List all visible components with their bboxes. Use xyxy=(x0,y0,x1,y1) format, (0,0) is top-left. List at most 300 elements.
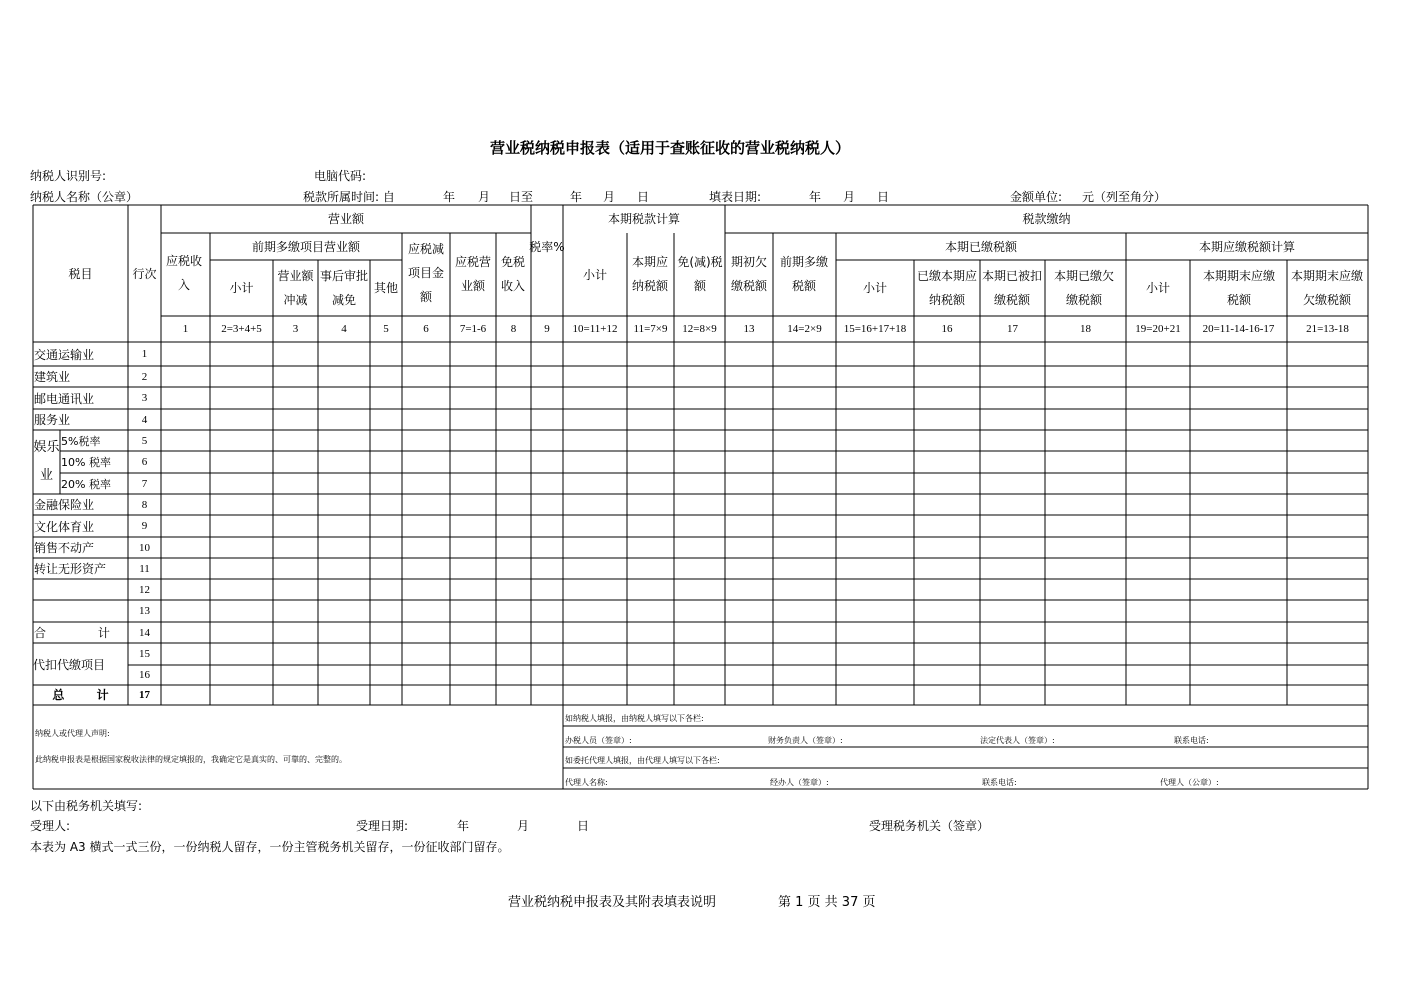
data-cell[interactable] xyxy=(1127,580,1189,599)
data-cell[interactable] xyxy=(319,686,369,704)
data-cell[interactable] xyxy=(675,452,724,472)
data-cell[interactable] xyxy=(1046,516,1125,536)
data-cell[interactable] xyxy=(162,601,209,621)
data-cell[interactable] xyxy=(532,367,562,386)
data-cell[interactable] xyxy=(1191,388,1286,408)
data-cell[interactable] xyxy=(726,623,772,642)
data-cell[interactable] xyxy=(675,580,724,599)
data-cell[interactable] xyxy=(628,580,673,599)
data-cell[interactable] xyxy=(451,559,495,578)
data-cell[interactable] xyxy=(403,686,449,704)
data-cell[interactable] xyxy=(564,623,626,642)
data-cell[interactable] xyxy=(211,644,272,664)
data-cell[interactable] xyxy=(497,623,530,642)
data-cell[interactable] xyxy=(981,601,1044,621)
data-cell[interactable] xyxy=(371,559,401,578)
data-cell[interactable] xyxy=(532,495,562,514)
data-cell[interactable] xyxy=(1127,343,1189,365)
data-cell[interactable] xyxy=(1191,580,1286,599)
data-cell[interactable] xyxy=(497,601,530,621)
data-cell[interactable] xyxy=(274,367,317,386)
data-cell[interactable] xyxy=(915,601,979,621)
data-cell[interactable] xyxy=(726,559,772,578)
data-cell[interactable] xyxy=(1046,601,1125,621)
data-cell[interactable] xyxy=(774,474,835,493)
data-cell[interactable] xyxy=(837,666,913,684)
data-cell[interactable] xyxy=(981,666,1044,684)
data-cell[interactable] xyxy=(675,538,724,557)
data-cell[interactable] xyxy=(371,495,401,514)
data-cell[interactable] xyxy=(774,410,835,429)
data-cell[interactable] xyxy=(837,367,913,386)
data-cell[interactable] xyxy=(211,623,272,642)
data-cell[interactable] xyxy=(274,452,317,472)
data-cell[interactable] xyxy=(915,410,979,429)
data-cell[interactable] xyxy=(726,686,772,704)
data-cell[interactable] xyxy=(497,410,530,429)
data-cell[interactable] xyxy=(403,410,449,429)
data-cell[interactable] xyxy=(774,623,835,642)
data-cell[interactable] xyxy=(319,474,369,493)
data-cell[interactable] xyxy=(1046,559,1125,578)
data-cell[interactable] xyxy=(497,580,530,599)
data-cell[interactable] xyxy=(319,367,369,386)
data-cell[interactable] xyxy=(403,601,449,621)
data-cell[interactable] xyxy=(726,367,772,386)
data-cell[interactable] xyxy=(981,495,1044,514)
data-cell[interactable] xyxy=(1288,431,1367,450)
data-cell[interactable] xyxy=(675,410,724,429)
data-cell[interactable] xyxy=(532,410,562,429)
data-cell[interactable] xyxy=(274,580,317,599)
data-cell[interactable] xyxy=(211,580,272,599)
data-cell[interactable] xyxy=(497,388,530,408)
data-cell[interactable] xyxy=(162,388,209,408)
data-cell[interactable] xyxy=(274,644,317,664)
data-cell[interactable] xyxy=(162,644,209,664)
data-cell[interactable] xyxy=(211,388,272,408)
data-cell[interactable] xyxy=(274,666,317,684)
data-cell[interactable] xyxy=(628,495,673,514)
data-cell[interactable] xyxy=(675,516,724,536)
data-cell[interactable] xyxy=(726,580,772,599)
data-cell[interactable] xyxy=(1046,666,1125,684)
data-cell[interactable] xyxy=(371,410,401,429)
data-cell[interactable] xyxy=(162,623,209,642)
data-cell[interactable] xyxy=(628,367,673,386)
data-cell[interactable] xyxy=(1191,367,1286,386)
data-cell[interactable] xyxy=(726,516,772,536)
data-cell[interactable] xyxy=(211,495,272,514)
data-cell[interactable] xyxy=(497,495,530,514)
data-cell[interactable] xyxy=(1127,367,1189,386)
data-cell[interactable] xyxy=(403,343,449,365)
data-cell[interactable] xyxy=(1046,367,1125,386)
data-cell[interactable] xyxy=(162,686,209,704)
data-cell[interactable] xyxy=(774,452,835,472)
data-cell[interactable] xyxy=(1288,601,1367,621)
data-cell[interactable] xyxy=(403,644,449,664)
data-cell[interactable] xyxy=(211,516,272,536)
data-cell[interactable] xyxy=(564,580,626,599)
data-cell[interactable] xyxy=(628,644,673,664)
data-cell[interactable] xyxy=(162,538,209,557)
data-cell[interactable] xyxy=(371,367,401,386)
data-cell[interactable] xyxy=(726,474,772,493)
data-cell[interactable] xyxy=(211,343,272,365)
data-cell[interactable] xyxy=(1288,516,1367,536)
data-cell[interactable] xyxy=(915,495,979,514)
data-cell[interactable] xyxy=(319,388,369,408)
data-cell[interactable] xyxy=(675,644,724,664)
data-cell[interactable] xyxy=(1127,623,1189,642)
data-cell[interactable] xyxy=(451,623,495,642)
data-cell[interactable] xyxy=(1288,474,1367,493)
data-cell[interactable] xyxy=(319,495,369,514)
data-cell[interactable] xyxy=(451,367,495,386)
data-cell[interactable] xyxy=(1127,410,1189,429)
data-cell[interactable] xyxy=(211,601,272,621)
data-cell[interactable] xyxy=(162,495,209,514)
data-cell[interactable] xyxy=(274,516,317,536)
data-cell[interactable] xyxy=(564,666,626,684)
data-cell[interactable] xyxy=(675,495,724,514)
data-cell[interactable] xyxy=(274,410,317,429)
data-cell[interactable] xyxy=(1127,452,1189,472)
data-cell[interactable] xyxy=(1046,538,1125,557)
data-cell[interactable] xyxy=(915,452,979,472)
data-cell[interactable] xyxy=(1191,623,1286,642)
data-cell[interactable] xyxy=(162,516,209,536)
data-cell[interactable] xyxy=(628,474,673,493)
data-cell[interactable] xyxy=(403,623,449,642)
data-cell[interactable] xyxy=(1127,686,1189,704)
data-cell[interactable] xyxy=(1127,431,1189,450)
data-cell[interactable] xyxy=(564,686,626,704)
data-cell[interactable] xyxy=(981,538,1044,557)
data-cell[interactable] xyxy=(451,410,495,429)
data-cell[interactable] xyxy=(774,343,835,365)
data-cell[interactable] xyxy=(451,388,495,408)
data-cell[interactable] xyxy=(274,686,317,704)
data-cell[interactable] xyxy=(915,431,979,450)
data-cell[interactable] xyxy=(1191,686,1286,704)
data-cell[interactable] xyxy=(319,623,369,642)
data-cell[interactable] xyxy=(726,410,772,429)
data-cell[interactable] xyxy=(1191,495,1286,514)
data-cell[interactable] xyxy=(497,474,530,493)
data-cell[interactable] xyxy=(371,388,401,408)
data-cell[interactable] xyxy=(628,388,673,408)
data-cell[interactable] xyxy=(628,410,673,429)
data-cell[interactable] xyxy=(915,666,979,684)
data-cell[interactable] xyxy=(319,644,369,664)
data-cell[interactable] xyxy=(675,601,724,621)
data-cell[interactable] xyxy=(211,686,272,704)
data-cell[interactable] xyxy=(675,367,724,386)
data-cell[interactable] xyxy=(774,538,835,557)
data-cell[interactable] xyxy=(837,474,913,493)
data-cell[interactable] xyxy=(726,495,772,514)
data-cell[interactable] xyxy=(1288,559,1367,578)
data-cell[interactable] xyxy=(319,601,369,621)
data-cell[interactable] xyxy=(1046,644,1125,664)
data-cell[interactable] xyxy=(371,686,401,704)
data-cell[interactable] xyxy=(371,666,401,684)
data-cell[interactable] xyxy=(532,452,562,472)
data-cell[interactable] xyxy=(211,410,272,429)
data-cell[interactable] xyxy=(675,686,724,704)
data-cell[interactable] xyxy=(162,452,209,472)
data-cell[interactable] xyxy=(837,686,913,704)
data-cell[interactable] xyxy=(451,580,495,599)
data-cell[interactable] xyxy=(1046,431,1125,450)
data-cell[interactable] xyxy=(371,644,401,664)
data-cell[interactable] xyxy=(371,623,401,642)
data-cell[interactable] xyxy=(319,431,369,450)
data-cell[interactable] xyxy=(403,580,449,599)
data-cell[interactable] xyxy=(1046,686,1125,704)
data-cell[interactable] xyxy=(1191,538,1286,557)
data-cell[interactable] xyxy=(319,410,369,429)
data-cell[interactable] xyxy=(774,516,835,536)
data-cell[interactable] xyxy=(774,495,835,514)
data-cell[interactable] xyxy=(1288,623,1367,642)
data-cell[interactable] xyxy=(1288,388,1367,408)
data-cell[interactable] xyxy=(532,343,562,365)
data-cell[interactable] xyxy=(981,431,1044,450)
data-cell[interactable] xyxy=(274,495,317,514)
data-cell[interactable] xyxy=(1191,452,1286,472)
data-cell[interactable] xyxy=(162,431,209,450)
data-cell[interactable] xyxy=(162,474,209,493)
data-cell[interactable] xyxy=(726,644,772,664)
data-cell[interactable] xyxy=(403,559,449,578)
data-cell[interactable] xyxy=(532,559,562,578)
data-cell[interactable] xyxy=(564,431,626,450)
data-cell[interactable] xyxy=(1127,388,1189,408)
data-cell[interactable] xyxy=(1046,623,1125,642)
data-cell[interactable] xyxy=(403,538,449,557)
data-cell[interactable] xyxy=(403,452,449,472)
data-cell[interactable] xyxy=(564,495,626,514)
data-cell[interactable] xyxy=(274,559,317,578)
data-cell[interactable] xyxy=(497,452,530,472)
data-cell[interactable] xyxy=(628,431,673,450)
data-cell[interactable] xyxy=(628,516,673,536)
data-cell[interactable] xyxy=(371,601,401,621)
data-cell[interactable] xyxy=(564,516,626,536)
data-cell[interactable] xyxy=(628,559,673,578)
data-cell[interactable] xyxy=(981,516,1044,536)
data-cell[interactable] xyxy=(162,410,209,429)
data-cell[interactable] xyxy=(451,538,495,557)
data-cell[interactable] xyxy=(497,431,530,450)
data-cell[interactable] xyxy=(1127,601,1189,621)
data-cell[interactable] xyxy=(497,538,530,557)
data-cell[interactable] xyxy=(1127,516,1189,536)
data-cell[interactable] xyxy=(497,559,530,578)
data-cell[interactable] xyxy=(837,343,913,365)
data-cell[interactable] xyxy=(1191,601,1286,621)
data-cell[interactable] xyxy=(403,431,449,450)
data-cell[interactable] xyxy=(371,580,401,599)
data-cell[interactable] xyxy=(403,516,449,536)
data-cell[interactable] xyxy=(532,601,562,621)
data-cell[interactable] xyxy=(774,580,835,599)
data-cell[interactable] xyxy=(532,580,562,599)
data-cell[interactable] xyxy=(211,431,272,450)
data-cell[interactable] xyxy=(915,580,979,599)
data-cell[interactable] xyxy=(564,388,626,408)
data-cell[interactable] xyxy=(1288,666,1367,684)
data-cell[interactable] xyxy=(981,559,1044,578)
data-cell[interactable] xyxy=(1046,474,1125,493)
data-cell[interactable] xyxy=(162,666,209,684)
data-cell[interactable] xyxy=(726,431,772,450)
data-cell[interactable] xyxy=(403,666,449,684)
data-cell[interactable] xyxy=(1046,410,1125,429)
data-cell[interactable] xyxy=(532,686,562,704)
data-cell[interactable] xyxy=(497,686,530,704)
data-cell[interactable] xyxy=(837,580,913,599)
data-cell[interactable] xyxy=(675,388,724,408)
data-cell[interactable] xyxy=(837,431,913,450)
data-cell[interactable] xyxy=(981,644,1044,664)
data-cell[interactable] xyxy=(403,388,449,408)
data-cell[interactable] xyxy=(451,516,495,536)
data-cell[interactable] xyxy=(675,623,724,642)
data-cell[interactable] xyxy=(497,666,530,684)
data-cell[interactable] xyxy=(726,601,772,621)
data-cell[interactable] xyxy=(1191,474,1286,493)
data-cell[interactable] xyxy=(774,388,835,408)
data-cell[interactable] xyxy=(1288,644,1367,664)
data-cell[interactable] xyxy=(981,388,1044,408)
data-cell[interactable] xyxy=(451,343,495,365)
data-cell[interactable] xyxy=(319,580,369,599)
data-cell[interactable] xyxy=(211,452,272,472)
data-cell[interactable] xyxy=(564,452,626,472)
data-cell[interactable] xyxy=(1191,431,1286,450)
data-cell[interactable] xyxy=(451,601,495,621)
data-cell[interactable] xyxy=(564,410,626,429)
data-cell[interactable] xyxy=(675,474,724,493)
data-cell[interactable] xyxy=(915,686,979,704)
data-cell[interactable] xyxy=(675,559,724,578)
data-cell[interactable] xyxy=(915,367,979,386)
data-cell[interactable] xyxy=(162,343,209,365)
data-cell[interactable] xyxy=(981,452,1044,472)
data-cell[interactable] xyxy=(532,388,562,408)
data-cell[interactable] xyxy=(726,388,772,408)
data-cell[interactable] xyxy=(371,474,401,493)
data-cell[interactable] xyxy=(1127,538,1189,557)
data-cell[interactable] xyxy=(981,580,1044,599)
data-cell[interactable] xyxy=(371,343,401,365)
data-cell[interactable] xyxy=(497,367,530,386)
data-cell[interactable] xyxy=(532,516,562,536)
data-cell[interactable] xyxy=(451,686,495,704)
data-cell[interactable] xyxy=(211,559,272,578)
data-cell[interactable] xyxy=(274,343,317,365)
data-cell[interactable] xyxy=(274,538,317,557)
data-cell[interactable] xyxy=(774,666,835,684)
data-cell[interactable] xyxy=(915,644,979,664)
data-cell[interactable] xyxy=(675,666,724,684)
data-cell[interactable] xyxy=(564,644,626,664)
data-cell[interactable] xyxy=(532,474,562,493)
data-cell[interactable] xyxy=(915,559,979,578)
data-cell[interactable] xyxy=(1288,538,1367,557)
data-cell[interactable] xyxy=(1288,686,1367,704)
data-cell[interactable] xyxy=(1288,343,1367,365)
data-cell[interactable] xyxy=(532,538,562,557)
data-cell[interactable] xyxy=(564,538,626,557)
data-cell[interactable] xyxy=(371,452,401,472)
data-cell[interactable] xyxy=(628,623,673,642)
data-cell[interactable] xyxy=(497,644,530,664)
data-cell[interactable] xyxy=(837,623,913,642)
data-cell[interactable] xyxy=(726,452,772,472)
data-cell[interactable] xyxy=(981,623,1044,642)
data-cell[interactable] xyxy=(211,367,272,386)
data-cell[interactable] xyxy=(1288,452,1367,472)
data-cell[interactable] xyxy=(628,666,673,684)
data-cell[interactable] xyxy=(726,343,772,365)
data-cell[interactable] xyxy=(1046,452,1125,472)
data-cell[interactable] xyxy=(497,343,530,365)
data-cell[interactable] xyxy=(371,431,401,450)
data-cell[interactable] xyxy=(532,623,562,642)
data-cell[interactable] xyxy=(497,516,530,536)
data-cell[interactable] xyxy=(1046,495,1125,514)
data-cell[interactable] xyxy=(675,343,724,365)
data-cell[interactable] xyxy=(274,623,317,642)
data-cell[interactable] xyxy=(564,559,626,578)
data-cell[interactable] xyxy=(837,495,913,514)
data-cell[interactable] xyxy=(837,538,913,557)
data-cell[interactable] xyxy=(274,474,317,493)
data-cell[interactable] xyxy=(1288,367,1367,386)
data-cell[interactable] xyxy=(211,666,272,684)
data-cell[interactable] xyxy=(726,666,772,684)
data-cell[interactable] xyxy=(532,666,562,684)
data-cell[interactable] xyxy=(774,601,835,621)
data-cell[interactable] xyxy=(981,367,1044,386)
data-cell[interactable] xyxy=(1127,495,1189,514)
data-cell[interactable] xyxy=(403,367,449,386)
data-cell[interactable] xyxy=(1191,644,1286,664)
data-cell[interactable] xyxy=(1046,580,1125,599)
data-cell[interactable] xyxy=(981,343,1044,365)
data-cell[interactable] xyxy=(274,431,317,450)
data-cell[interactable] xyxy=(981,474,1044,493)
data-cell[interactable] xyxy=(162,580,209,599)
data-cell[interactable] xyxy=(1127,474,1189,493)
data-cell[interactable] xyxy=(274,388,317,408)
data-cell[interactable] xyxy=(162,367,209,386)
data-cell[interactable] xyxy=(403,474,449,493)
data-cell[interactable] xyxy=(1127,559,1189,578)
data-cell[interactable] xyxy=(837,516,913,536)
data-cell[interactable] xyxy=(1191,410,1286,429)
data-cell[interactable] xyxy=(1046,343,1125,365)
data-cell[interactable] xyxy=(532,431,562,450)
data-cell[interactable] xyxy=(319,559,369,578)
data-cell[interactable] xyxy=(837,559,913,578)
data-cell[interactable] xyxy=(1127,644,1189,664)
